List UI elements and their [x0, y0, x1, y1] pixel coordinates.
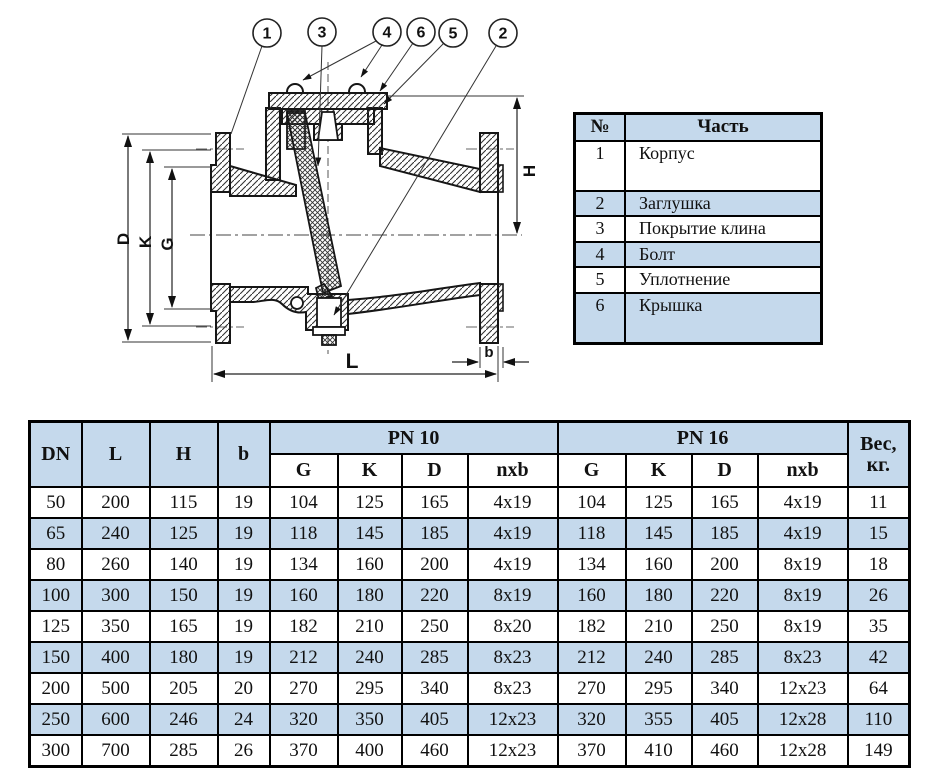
dim-header-row [30, 422, 910, 455]
dim-label-L: L [345, 350, 359, 373]
valve-body [211, 93, 503, 343]
cover-bolts [287, 84, 365, 92]
callout-4 [373, 18, 401, 46]
col-header-g: G [558, 454, 626, 487]
bolt-icon [349, 84, 365, 92]
col-header-dn: DN [30, 422, 82, 488]
parts-row: 4 Болт [575, 242, 822, 267]
parts-row: 6 Крышка [575, 293, 822, 343]
col-header-pn16: PN 16 [558, 422, 848, 455]
callout-1 [253, 19, 281, 47]
parts-row: 5 Уплотнение [575, 267, 822, 293]
col-header-k: K [626, 454, 692, 487]
table-row: 65 240 125 19 118 145 185 4x19 118 145 185 4x19 15 [30, 518, 910, 549]
callout-2 [489, 19, 517, 47]
col-header-l: L [82, 422, 150, 488]
parts-row: 3 Покрытие клина [575, 216, 822, 242]
table-row: 250 600 246 24 320 350 405 12x23 320 355 405 12x28 110 [30, 704, 910, 735]
col-header-g: G [270, 454, 338, 487]
col-header-b: b [218, 422, 270, 488]
table-row: 300 700 285 26 370 400 460 12x23 370 410 460 12x28 149 [30, 735, 910, 767]
table-row: 200 500 205 20 270 295 340 8x23 270 295 340 12x23 64 [30, 673, 910, 704]
col-header-nxb: nxb [758, 454, 848, 487]
dimension-table [28, 420, 911, 768]
dim-label-K: K [135, 235, 155, 249]
valve-technical-drawing [95, 0, 570, 400]
callout-6 [407, 18, 435, 46]
col-header-weight: Вес, кг. [848, 422, 910, 488]
table-row: 100 300 150 19 160 180 220 8x19 160 180 220 8x19 26 [30, 580, 910, 611]
svg-text:1: 1 [262, 25, 272, 43]
dim-label-H: H [519, 164, 539, 178]
table-row: 50 200 115 19 104 125 165 4x19 104 125 165 4x19 11 [30, 487, 910, 518]
parts-row: 2 Заглушка [575, 191, 822, 216]
table-row: 125 350 165 19 182 210 250 8x20 182 210 250 8x19 35 [30, 611, 910, 642]
svg-text:5: 5 [448, 25, 458, 43]
col-header-h: H [150, 422, 218, 488]
svg-text:2: 2 [498, 25, 508, 43]
parts-header-part: Часть [625, 114, 822, 142]
dim-label-G: G [157, 237, 177, 251]
svg-text:4: 4 [382, 24, 392, 42]
col-header-pn10: PN 10 [270, 422, 558, 455]
svg-text:6: 6 [416, 24, 426, 42]
col-header-d: D [402, 454, 468, 487]
parts-header-row [575, 114, 822, 142]
bolt-icon [287, 84, 303, 92]
parts-header-num: № [575, 114, 626, 142]
callouts [253, 18, 517, 47]
parts-row: 1 Корпус [575, 141, 822, 191]
dim-label-D: D [113, 232, 133, 246]
col-header-d: D [692, 454, 758, 487]
svg-text:3: 3 [317, 24, 327, 42]
table-row: 80 260 140 19 134 160 200 4x19 134 160 200 8x19 18 [30, 549, 910, 580]
callout-3 [308, 18, 336, 46]
parts-list-table [573, 112, 823, 345]
col-header-k: K [338, 454, 402, 487]
dim-label-b: b [484, 344, 494, 361]
callout-5 [439, 19, 467, 47]
col-header-nxb: nxb [468, 454, 558, 487]
table-row: 150 400 180 19 212 240 285 8x23 212 240 285 8x23 42 [30, 642, 910, 673]
